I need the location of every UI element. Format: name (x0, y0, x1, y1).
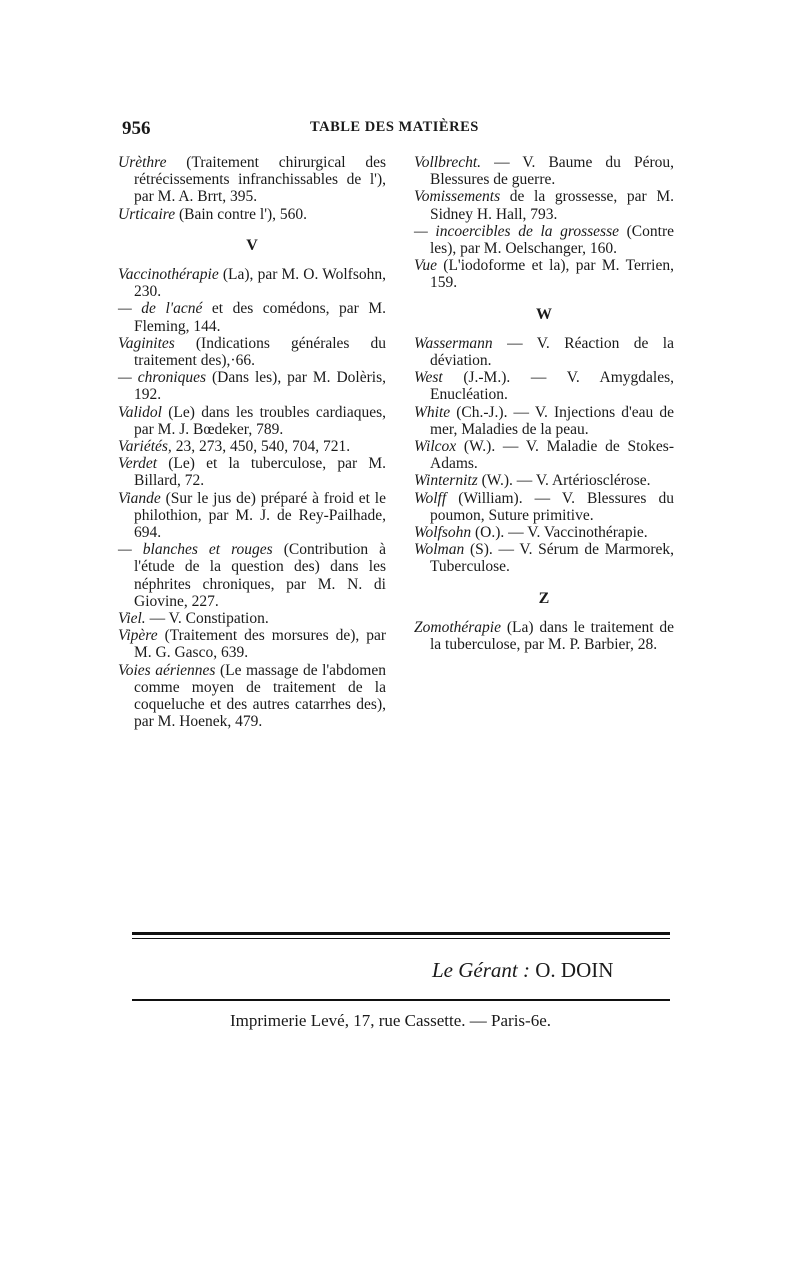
index-entry (118, 369, 386, 403)
entry-heading: Vaginites (118, 334, 175, 352)
entry-heading: Vaccinothérapie (118, 266, 219, 284)
index-entry (414, 438, 674, 472)
entry-heading: Voies aériennes (118, 661, 216, 679)
index-entry (118, 490, 386, 542)
index-entry (414, 619, 674, 653)
section-letter-z: Z (538, 589, 550, 607)
entry-text: et des comédons, par M. Fleming, 144. (134, 300, 386, 335)
entry-heading: Vomissements (414, 188, 501, 206)
index-entry (414, 472, 674, 489)
entry-text: (Contre les), par M. Oelschanger, 160. (430, 222, 674, 258)
entry-text: (Dans les), par M. Dolèris, 192. (134, 369, 386, 404)
entry-text: de la grossesse, par M. Sidney H. Hall, 793. (430, 188, 674, 223)
double-rule-top (132, 932, 670, 935)
entry-text: (W.). — V. Artériosclérose. (477, 472, 651, 490)
entry-heading: Urèthre (118, 154, 167, 171)
index-entry (414, 257, 674, 291)
index-entry (118, 662, 386, 731)
index-entry (414, 524, 674, 541)
right-column (414, 154, 674, 653)
entry-heading: Variétés, (118, 438, 172, 456)
index-entry (118, 627, 386, 661)
double-rule-bottom (132, 938, 670, 939)
index-entry (118, 266, 386, 300)
index-entry (118, 404, 386, 438)
entry-heading: Viel. (118, 610, 146, 628)
entry-text: (L'iodoforme et la), par M. Terrien, 159. (430, 257, 674, 292)
entry-text: 23, 273, 450, 540, 704, 721. (171, 438, 351, 456)
entry-heading: — incoercibles de la grossesse (414, 222, 620, 240)
index-entry (414, 154, 674, 188)
entry-text: (La) dans le traitement de la tuberculose, par M. P. Barbier, 28. (430, 618, 674, 654)
imprint-line: Imprimerie Levé, 17, rue Cassette. — Paris-6e. (230, 1011, 552, 1030)
running-title: TABLE DES MATIÈRES (310, 119, 479, 135)
entry-text: — V. Constipation. (145, 610, 269, 628)
entry-text: (La), par M. O. Wolfsohn, 230. (134, 266, 386, 301)
entry-heading: Wassermann (414, 334, 493, 352)
index-entry (414, 404, 674, 438)
entry-heading: Vollbrecht. (414, 154, 482, 171)
entry-heading: Wolman (414, 541, 465, 559)
entry-text: (W.). — V. Maladie de Stokes-Adams. (430, 438, 674, 473)
entry-heading: West (414, 369, 443, 387)
entry-text: (Traitement des morsures de), par M. G. Gasco, 639. (134, 627, 386, 662)
entry-text: (O.). — V. Vaccinothérapie. (471, 524, 648, 542)
entry-text: (Contribution à l'étude de la question des) dans les néphrites chroniques, par M. N. di Giovine, 227. (134, 541, 386, 610)
page-number: 956 (122, 118, 151, 139)
entry-heading: Vue (414, 257, 437, 275)
entry-text: — V. Réaction de la déviation. (430, 334, 674, 370)
index-entry (414, 223, 674, 257)
entry-text: (S). — V. Sérum de Marmorek, Tuberculose. (430, 541, 674, 576)
entry-text: (Le) et la tuberculose, par M. Billard, 72. (134, 455, 386, 490)
gerant-name: O. DOIN (535, 958, 614, 982)
entry-text: (Sur le jus de) préparé à froid et le philothion, par M. J. de Rey-Pailhade, 694. (134, 489, 386, 542)
index-entry (118, 541, 386, 610)
imprint-rule (132, 999, 670, 1001)
entry-heading: Validol (118, 403, 162, 421)
entry-text: (J.-M.). — V. Amygdales, Enucléation. (430, 369, 674, 404)
index-entry (118, 438, 386, 455)
entry-heading: Winternitz (414, 472, 478, 490)
gerant-line (432, 958, 613, 983)
entry-heading: — chroniques (118, 369, 207, 387)
gerant-label: Le Gérant : (432, 958, 530, 982)
index-entry (414, 369, 674, 403)
entry-text: (Bain contre l'), 560. (175, 205, 308, 223)
section-letter-v: V (246, 236, 258, 254)
entry-heading: Verdet (118, 455, 158, 473)
entry-heading: Wolfsohn (414, 524, 472, 542)
index-entry (118, 335, 386, 369)
index-entry (414, 188, 674, 222)
index-entry (118, 455, 386, 489)
index-entry (118, 300, 386, 334)
entry-text: (Traitement chirurgical des rétrécissements infranchissables de l'), par M. A. Brrt, 395. (134, 154, 386, 206)
entry-text: (William). — V. Blessures du poumon, Suture primitive. (430, 489, 674, 524)
index-entry (118, 206, 386, 223)
entry-heading: Wolff (414, 489, 447, 507)
entry-heading: Vipère (118, 627, 158, 645)
entry-heading: Viande (118, 489, 161, 507)
entries-w (414, 335, 674, 576)
index-entry (414, 541, 674, 575)
entry-heading: Zomothérapie (414, 618, 501, 636)
index-entry (414, 335, 674, 369)
index-entry (118, 154, 386, 206)
section-letter-w: W (536, 305, 552, 323)
entry-heading: — de l'acné (118, 300, 203, 318)
entries-u (118, 154, 386, 223)
index-entry (118, 610, 386, 627)
entry-heading: Wilcox (414, 438, 457, 456)
entry-heading: Urticaire (118, 205, 176, 223)
index-entry (414, 490, 674, 524)
entries-v (118, 266, 386, 730)
entry-text: (Ch.-J.). — V. Injections d'eau de mer, Maladies de la peau. (430, 403, 674, 438)
left-column (118, 154, 386, 731)
entry-text: — V. Baume du Pérou, Blessures de guerre. (430, 154, 674, 189)
entries-v-cont (414, 154, 674, 292)
entry-text: (Le) dans les troubles cardiaques, par M. J. Bœdeker, 789. (134, 403, 386, 438)
entry-text: (Indications générales du traitement des),·66. (134, 334, 386, 370)
entries-z (414, 619, 674, 653)
entry-heading: White (414, 403, 451, 421)
entry-heading: — blanches et rouges (118, 541, 273, 559)
entry-text: (Le massage de l'abdomen comme moyen de traitement de la coqueluche et des autres catarrhes des), par M. Hoenek, 479. (134, 661, 386, 731)
